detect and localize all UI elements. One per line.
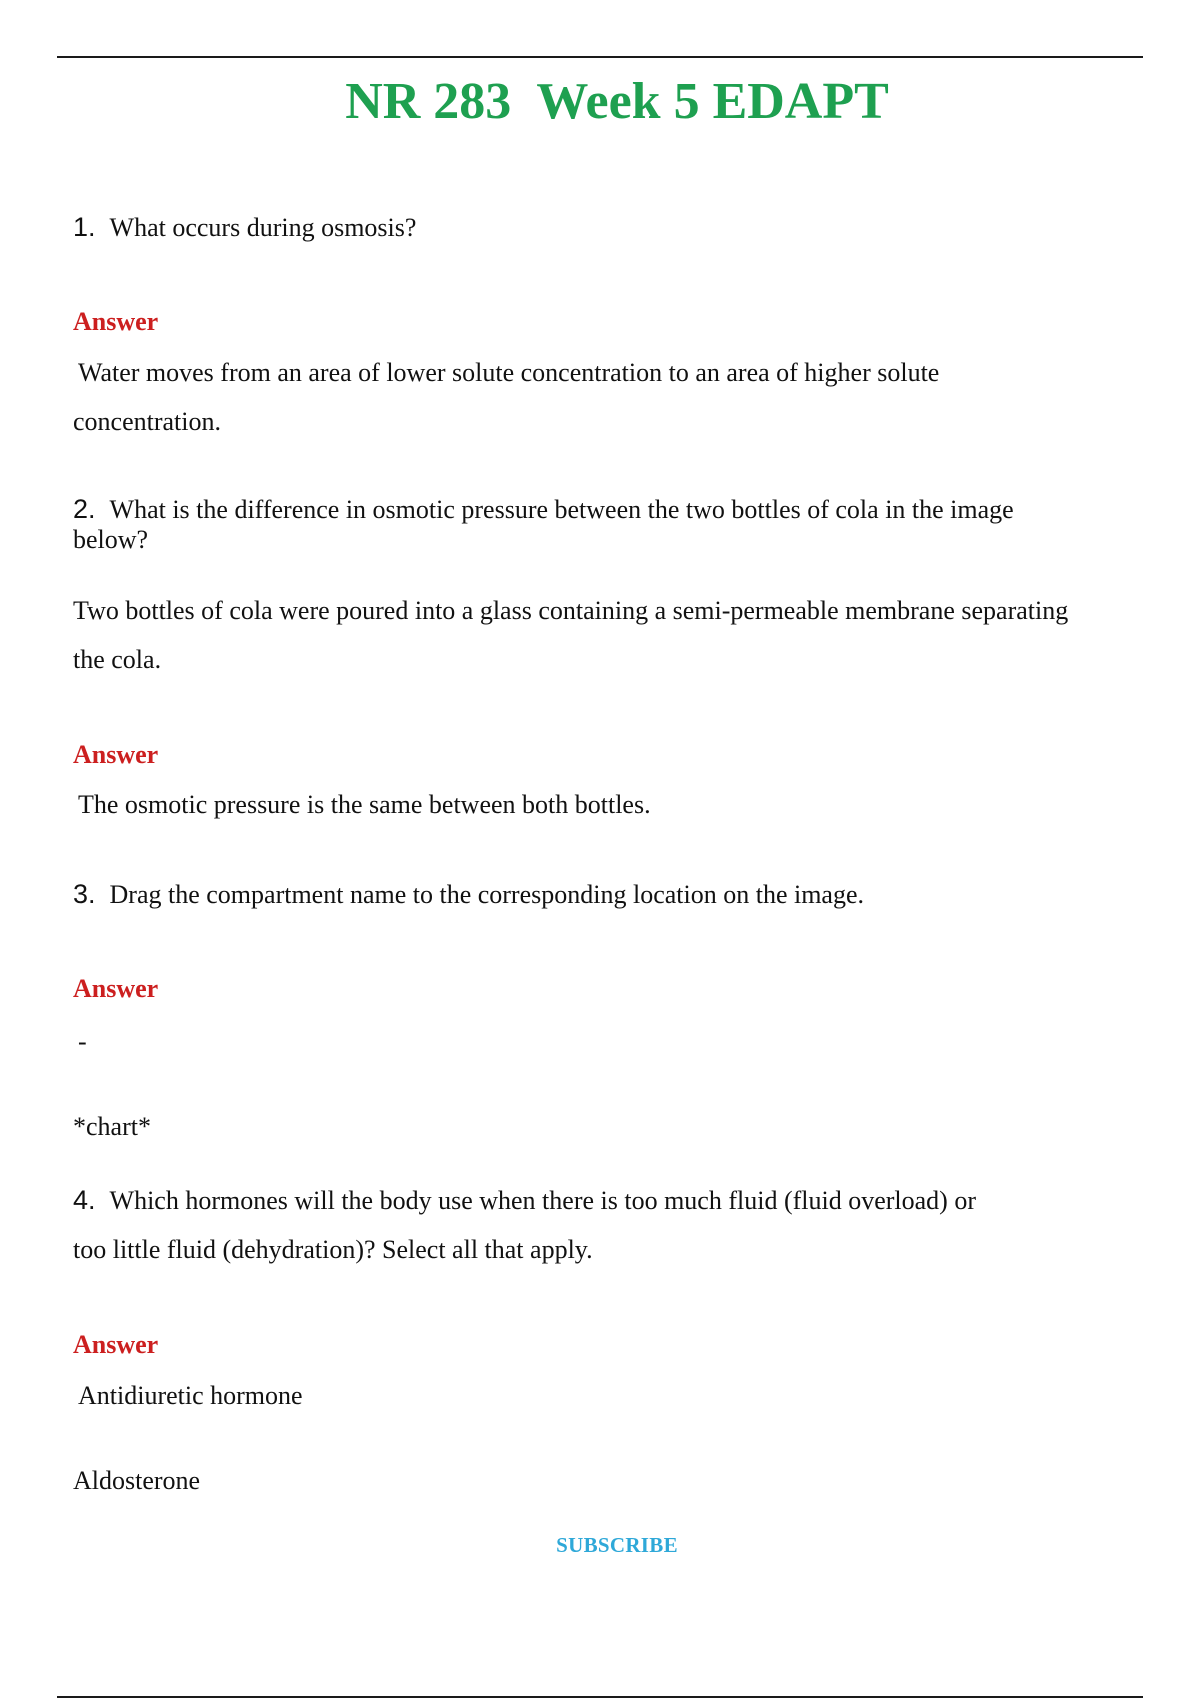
answer-line: Water moves from an area of lower solute concentration to an area of higher solute xyxy=(78,358,940,387)
bottom-rule xyxy=(57,1696,1143,1698)
question-context xyxy=(73,586,1163,684)
question-4 xyxy=(73,1176,1163,1274)
top-rule xyxy=(57,56,1143,58)
question-1 xyxy=(73,203,1163,252)
question-text: Drag the compartment name to the corresponding location on the image. xyxy=(109,880,865,909)
question-text-continued: below? xyxy=(73,525,149,554)
answer-text: Antidiuretic hormone xyxy=(78,1381,303,1410)
answer-label: Answer xyxy=(73,740,159,769)
answer-label: Answer xyxy=(73,974,159,1003)
context-line: Two bottles of cola were poured into a glass containing a semi-permeable membrane separating xyxy=(73,596,1069,625)
document-title: NR 283 Week 5 EDAPT xyxy=(345,73,889,130)
question-text: What is the difference in osmotic pressure between the two bottles of cola in the image xyxy=(109,495,1014,524)
answer-label: Answer xyxy=(73,1330,159,1359)
chart-placeholder: *chart* xyxy=(73,1112,151,1141)
question-number: 2. xyxy=(73,494,96,524)
answer-text: - xyxy=(78,1027,87,1056)
question-number: 3. xyxy=(73,879,96,909)
question-text: What occurs during osmosis? xyxy=(109,213,417,242)
question-2 xyxy=(73,494,1163,555)
question-text-continued: too little fluid (dehydration)? Select all that apply. xyxy=(73,1235,593,1264)
subscribe-link[interactable]: SUBSCRIBE xyxy=(556,1533,678,1557)
question-number: 1. xyxy=(73,212,96,242)
answer-text xyxy=(73,348,1163,446)
answer-text: The osmotic pressure is the same between both bottles. xyxy=(78,790,651,819)
question-text: Which hormones will the body use when there is too much fluid (fluid overload) or xyxy=(109,1186,976,1215)
question-number: 4. xyxy=(73,1185,96,1215)
context-line: the cola. xyxy=(73,645,162,674)
answer-text: Aldosterone xyxy=(73,1466,201,1495)
answer-label: Answer xyxy=(73,307,159,336)
answer-line: concentration. xyxy=(73,407,221,436)
question-3 xyxy=(73,870,1163,919)
